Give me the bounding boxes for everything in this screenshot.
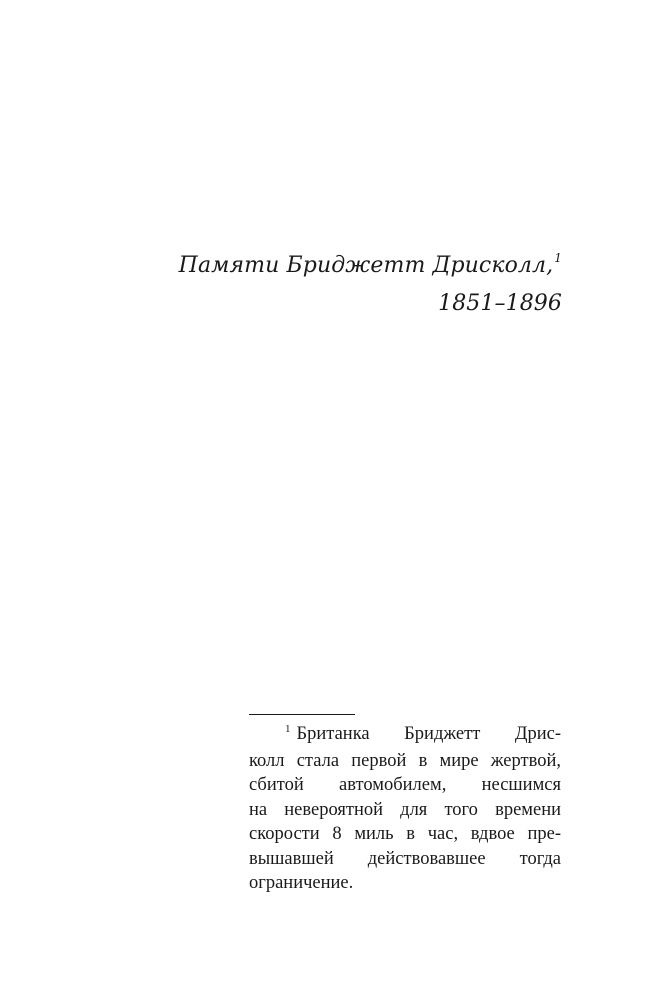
footnote: [249, 722, 561, 896]
footnote-separator: [249, 714, 355, 715]
footnote-line: на невероятной для того времени: [249, 799, 561, 820]
footnote-reference: 1: [554, 251, 562, 265]
footnote-line: колл стала первой в мире жертвой,: [249, 750, 561, 771]
dedication-name: Памяти Бриджетт Дрисколл,: [178, 253, 554, 278]
dedication: [179, 248, 562, 322]
dedication-line: [179, 248, 562, 286]
footnote-line: сбитой автомобилем, несшимся: [249, 775, 561, 795]
footnote-marker: 1: [285, 723, 291, 735]
footnote-line: вышавшей действовавшее тогда: [249, 848, 561, 869]
footnote-line: $^1$ Британка Бриджетт Дрис-: [285, 723, 561, 744]
dedication-years: 1851–1896: [438, 291, 562, 316]
footnote-line: ограничение.: [249, 873, 354, 893]
footnote-line: скорости 8 миль в час, вдвое пре-: [249, 824, 561, 844]
